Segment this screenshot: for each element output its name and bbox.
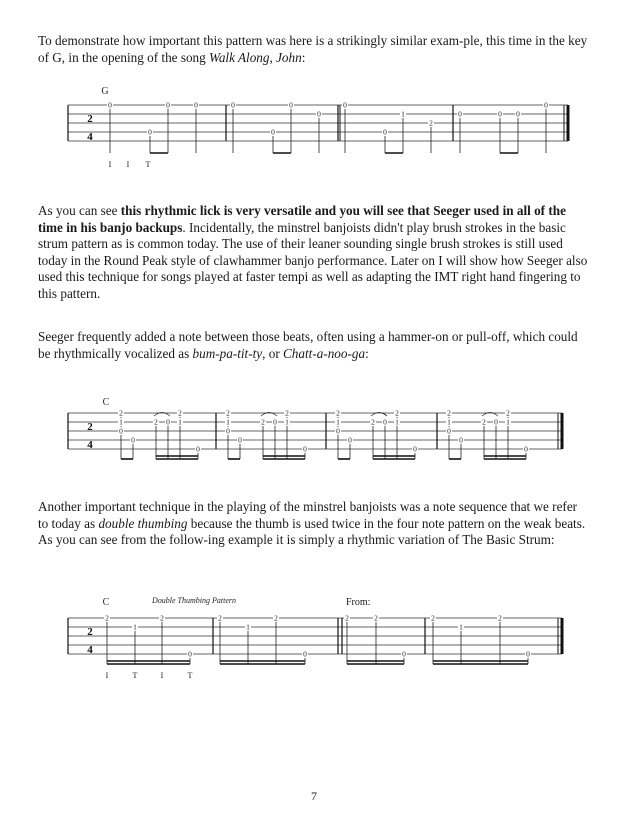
fret-number: 0 [166, 417, 170, 427]
time-sig-bottom: 4 [87, 644, 93, 656]
versatile-paragraph [38, 203, 590, 303]
chord-label: C [102, 397, 110, 408]
fret-number: 2 [226, 408, 230, 418]
fret-number: 1 [395, 417, 399, 427]
fret-number: 1 [447, 417, 451, 427]
fret-number: 1 [178, 417, 182, 427]
time-sig-top: 2 [87, 421, 93, 433]
fret-number: 0 [336, 426, 340, 436]
fret-number: 1 [246, 622, 250, 632]
fret-number: 2 [431, 613, 435, 623]
versatile-bold: this rhythmic lick is very versatile and you will see that Seeger used in all of the time in his banjo backups [38, 203, 566, 235]
fret-number: 2 [506, 408, 510, 418]
fret-number: 0 [544, 100, 548, 110]
fret-number: 0 [271, 127, 275, 137]
fret-number: 1 [459, 622, 463, 632]
time-sig-bottom: 4 [87, 131, 93, 143]
fret-number: 2 [218, 613, 222, 623]
fret-number: 0 [231, 100, 235, 110]
pattern-caption: Double Thumbing Pattern [152, 596, 236, 605]
fingering-label: I [108, 160, 112, 169]
fret-number: 2 [498, 613, 502, 623]
seeger-or: , or [262, 345, 284, 361]
fret-number: 0 [108, 100, 112, 110]
page-number: 7 [311, 789, 317, 803]
dt-text: Another important technique in the playing of the minstrel banjoists was a note sequence that we refer to today as [38, 499, 578, 531]
tab-double-thumbing [0, 590, 628, 680]
fret-number: 0 [273, 417, 277, 427]
fret-number: 1 [401, 109, 405, 119]
double-thumbing-paragraph [38, 499, 590, 549]
seeger-paragraph [38, 329, 590, 362]
fret-number: 2 [274, 613, 278, 623]
fret-number: 0 [131, 435, 135, 445]
fret-number: 0 [119, 426, 123, 436]
fingering-label: I [160, 671, 164, 680]
fret-number: 0 [524, 444, 528, 454]
vocal-2: Chatt-a-noo-ga [283, 345, 366, 361]
fret-number: 2 [429, 118, 433, 128]
chord-label: C [102, 597, 110, 608]
fret-number: 2 [371, 417, 375, 427]
time-sig-bottom: 4 [87, 439, 93, 451]
fret-number: 2 [285, 408, 289, 418]
fret-number: 0 [459, 435, 463, 445]
fingering-label: T [132, 671, 138, 680]
fret-number: 0 [317, 109, 321, 119]
fret-number: 1 [226, 417, 230, 427]
fret-number: 2 [395, 408, 399, 418]
chord-label: G [101, 86, 109, 97]
intro-text: To demonstrate how important this pattern was here is a strikingly similar exam-ple, this time in the key of G, in the opening of the song [38, 33, 588, 65]
fret-number: 0 [383, 127, 387, 137]
fret-number: 0 [402, 649, 406, 659]
fret-number: 2 [261, 417, 265, 427]
fingering-label: T [145, 160, 151, 169]
fret-number: 0 [289, 100, 293, 110]
fret-number: 1 [119, 417, 123, 427]
fret-number: 2 [105, 613, 109, 623]
time-sig-top: 2 [87, 113, 93, 125]
fret-number: 2 [345, 613, 349, 623]
fret-number: 1 [133, 622, 137, 632]
fret-number: 0 [516, 109, 520, 119]
fret-number: 0 [148, 127, 152, 137]
fret-number: 0 [526, 649, 530, 659]
fret-number: 0 [413, 444, 417, 454]
tab-chattanooga [0, 393, 628, 473]
fret-number: 2 [119, 408, 123, 418]
fret-number: 2 [336, 408, 340, 418]
versatile-start: As you can see [38, 203, 121, 218]
dt-rest: because the thumb is used twice in the four note pattern on the weak beats. As you can see from the follow-ing example it is simply a rhythmic variation of The Basic Strum: [38, 515, 586, 548]
fret-number: 2 [178, 408, 182, 418]
vocal-1: bum-pa-tit-ty [192, 345, 263, 361]
versatile-rest: . Incidentally, the minstrel banjoists didn't play brush strokes in the basic strum pattern as is common today. The use of their leaner sounding single brush strokes is still used today in the Round Peak style of clawhammer banjo performance. Later on I will show how Seeger also used this technique for songs played at faster tempi as well as adapting the IMT right hand fingering to this pattern. [38, 219, 588, 301]
fret-number: 0 [494, 417, 498, 427]
seeger-text: Seeger frequently added a note between those beats, often using a hammer-on or pull-off, which could be rhythmically vocalized as [38, 329, 578, 361]
fret-number: 0 [343, 100, 347, 110]
fret-number: 1 [336, 417, 340, 427]
fret-number: 0 [383, 417, 387, 427]
song-title: Walk Along, John [209, 49, 302, 65]
tab-walk-along-john [0, 80, 628, 170]
fingering-label: T [187, 671, 193, 680]
fret-number: 2 [160, 613, 164, 623]
time-sig-top: 2 [87, 626, 93, 638]
fret-number: 2 [482, 417, 486, 427]
fret-number: 0 [196, 444, 200, 454]
fret-number: 0 [226, 426, 230, 436]
from-label: From: [346, 597, 371, 608]
fret-number: 2 [154, 417, 158, 427]
fret-number: 0 [238, 435, 242, 445]
fingering-label: I [105, 671, 109, 680]
fingering-label: I [126, 160, 130, 169]
fret-number: 0 [458, 109, 462, 119]
fret-number: 0 [194, 100, 198, 110]
fret-number: 0 [498, 109, 502, 119]
intro-end: : [301, 49, 306, 65]
fret-number: 1 [285, 417, 289, 427]
fret-number: 0 [303, 444, 307, 454]
fret-number: 0 [348, 435, 352, 445]
fret-number: 0 [188, 649, 192, 659]
fret-number: 2 [374, 613, 378, 623]
dt-term: double thumbing [98, 515, 188, 531]
intro-paragraph [38, 33, 590, 66]
fret-number: 2 [447, 408, 451, 418]
fret-number: 1 [506, 417, 510, 427]
fret-number: 0 [166, 100, 170, 110]
fret-number: 0 [447, 426, 451, 436]
fret-number: 0 [303, 649, 307, 659]
seeger-end: : [365, 345, 369, 361]
